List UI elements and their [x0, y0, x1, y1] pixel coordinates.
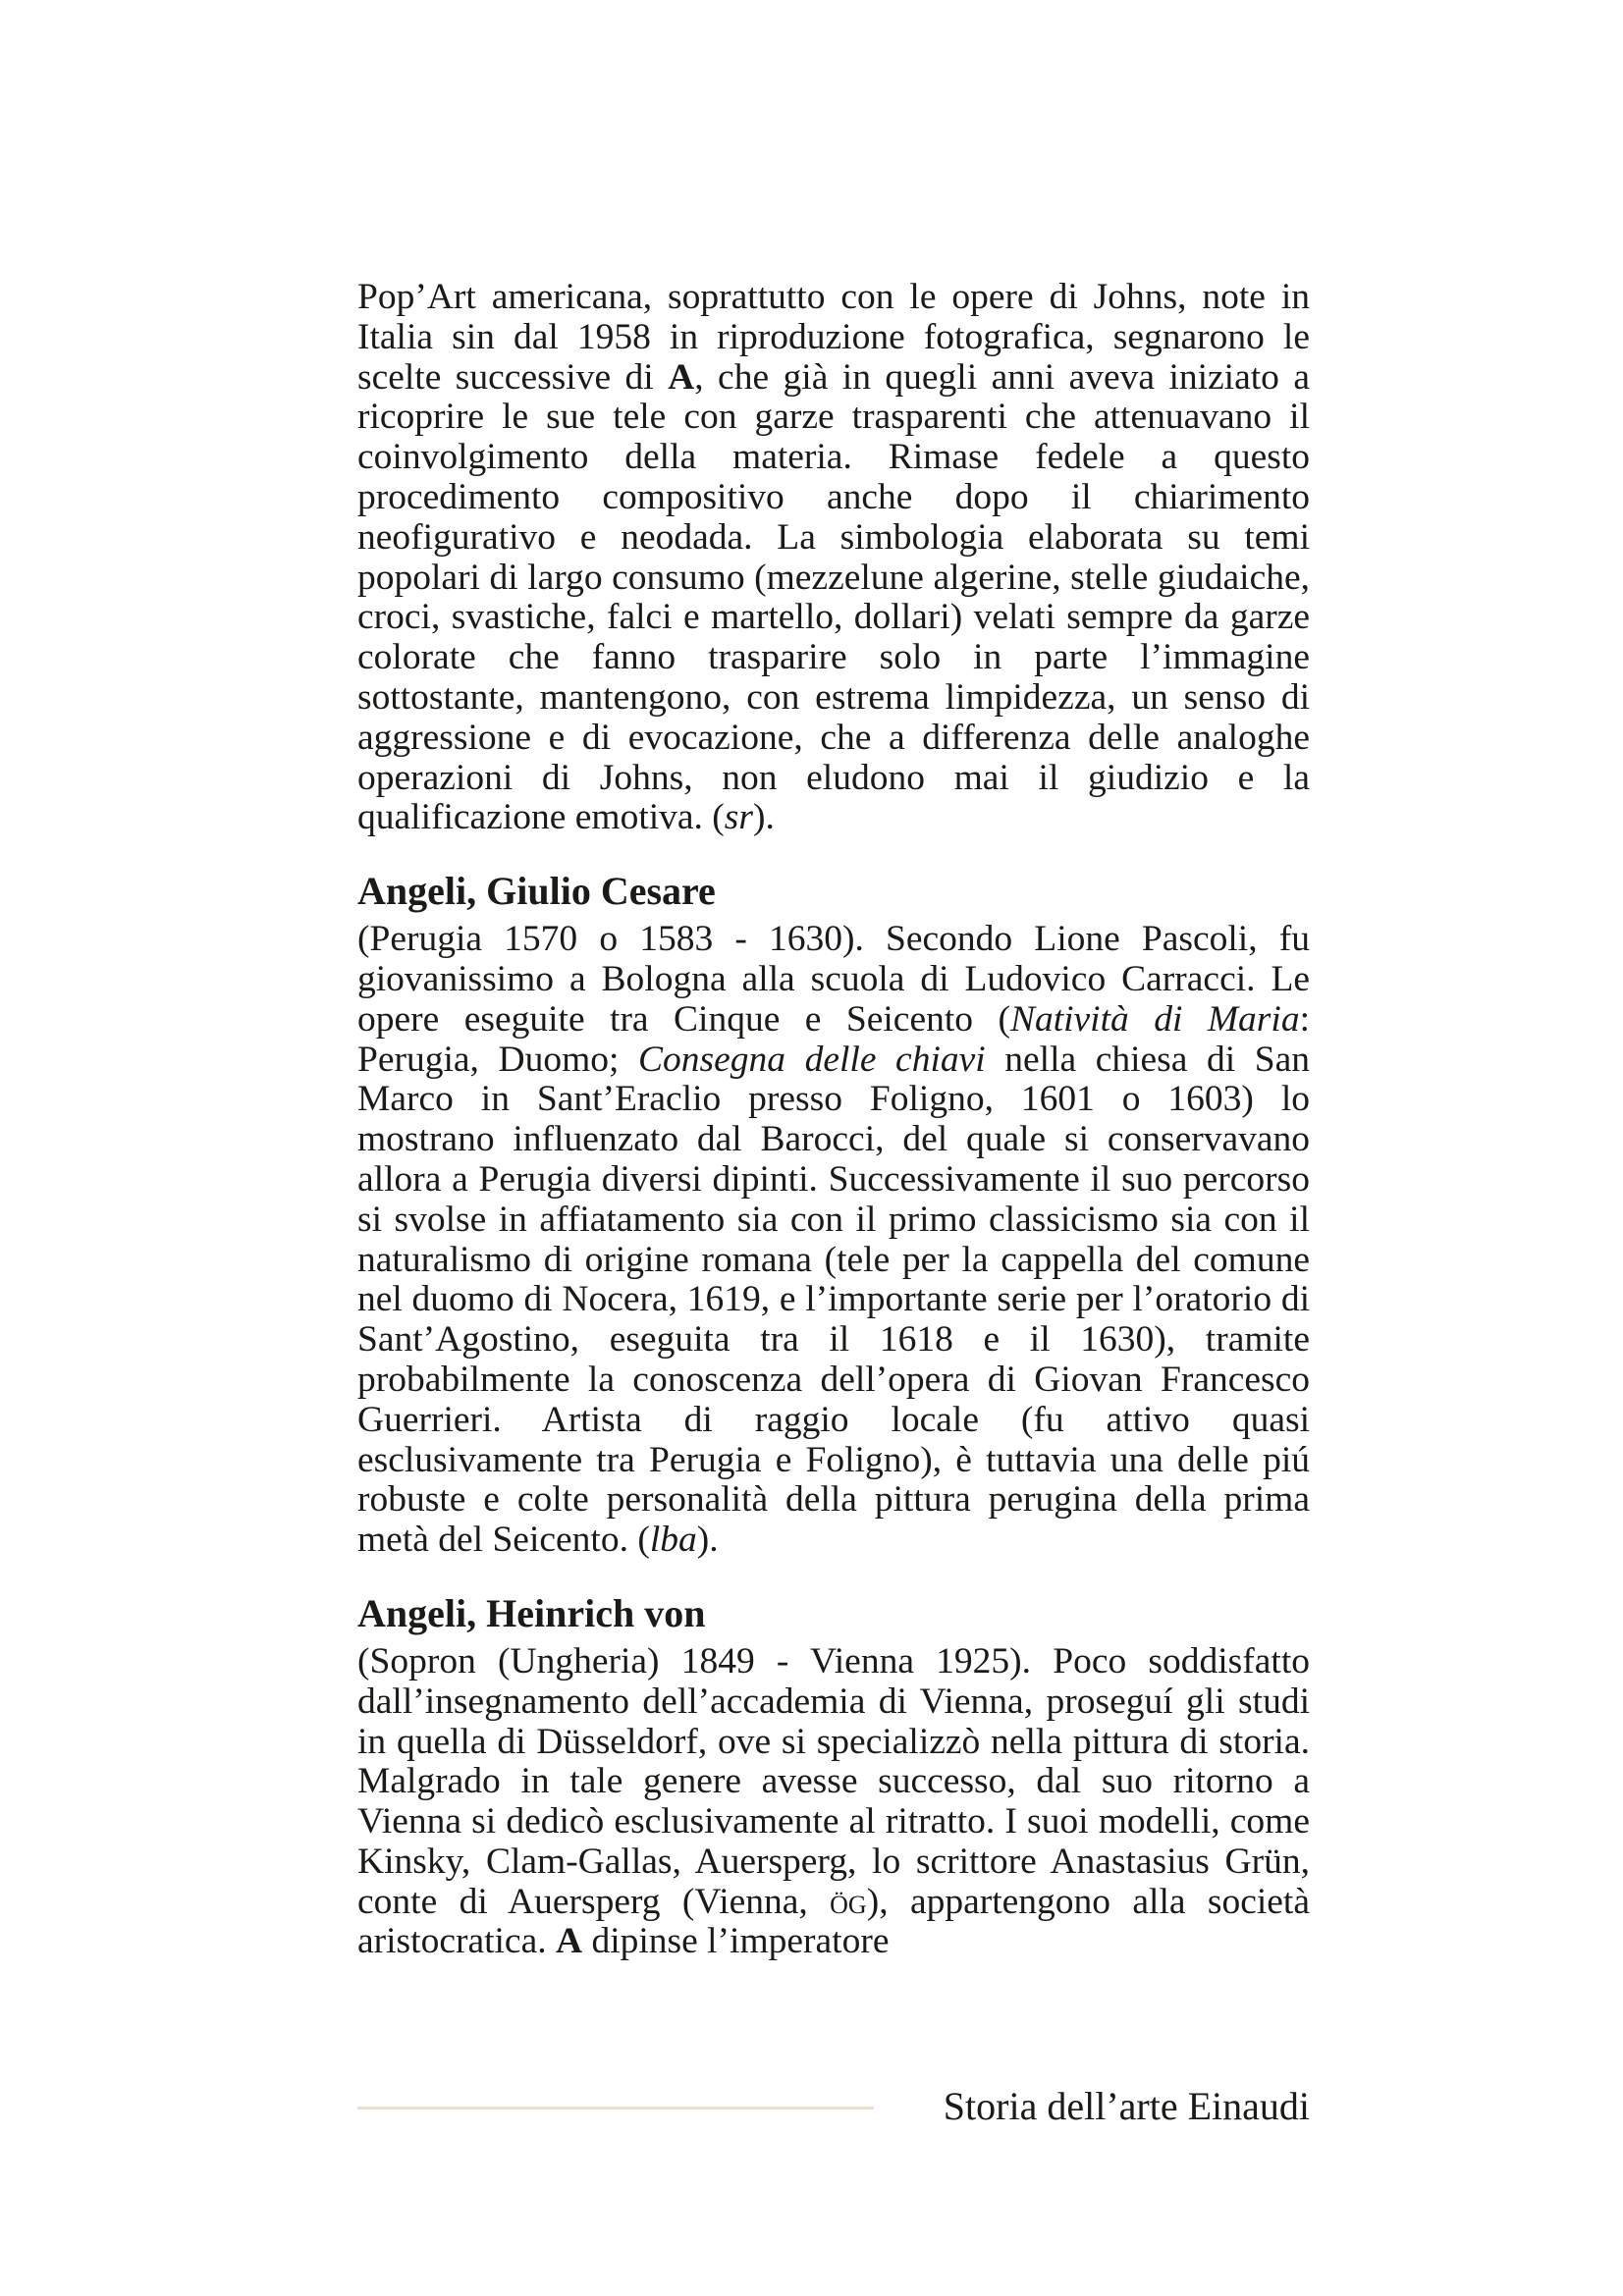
text-run: nella chiesa di San Marco in Sant’Eraclio presso Foligno, 1601 o 1603) lo mostrano influenzato dal Barocci, del quale si conservavano allora a Perugia diversi dipinti. Successivamente il suo percorso si svolse in affiatamento sia con il primo classicismo sia con il naturalismo di origine romana (tele per la cappella del comune nel duomo di Nocera, 1619, e l’importante serie per l’oratorio di Sant’Agostino, eseguita tra il 1618 e il 1630), tramite probabilmente la conoscenza dell’opera di Giovan Francesco Guerrieri. Artista di raggio locale (fu attivo quasi esclusivamente tra Perugia e Foligno), è tuttavia una delle piú robuste e colte personalità della pittura perugina della prima metà del Seicento. ( — [357, 1039, 1310, 1561]
text-run: ), appartengono alla società aristocratica. — [357, 1881, 1310, 1962]
page-footer — [357, 2082, 1310, 2131]
text-run: ). — [696, 1520, 719, 1561]
text-run: (Sopron (Ungheria) 1849 - Vienna 1925). Poco soddisfatto dall’insegnamento dell’accademia di Vienna, proseguí gli studi in quella di Düsseldorf, ove si specializzò nella pittura di storia. Malgrado in tale genere avesse successo, dal suo ritorno a Vienna si dedicò esclusivamente al ritratto. I suoi modelli, come Kinsky, Clam-Gallas, Auersperg, lo scrittore Anastasius Grün, conte di Auersperg (Vienna, — [357, 1640, 1310, 1922]
entry-body-angeli-giulio-cesare — [357, 920, 1310, 1561]
text-run: ). — [752, 797, 775, 838]
text-run: dipinse l’imperatore — [582, 1921, 890, 1962]
author-initials: lba — [649, 1520, 697, 1561]
entry-body-continuation — [357, 278, 1310, 838]
author-initials: sr — [724, 797, 753, 838]
footer-rule — [357, 2107, 874, 2109]
entry-body-angeli-heinrich-von — [357, 1642, 1310, 1962]
text-run: Pop’Art americana, soprattutto con le opere di Johns, note in Italia sin dal 1958 in riproduzione fotografica, segnarono le scelte successive di — [357, 277, 1310, 398]
entry-heading-angeli-giulio-cesare: Angeli, Giulio Cesare — [357, 869, 716, 914]
text-column — [357, 278, 1310, 1962]
text-run: : Perugia, Duomo; — [357, 998, 1310, 1080]
text-run: (Perugia 1570 o 1583 - 1630). Secondo Lione Pascoli, fu giovanissimo a Bologna alla scuola di Ludovico Carracci. Le opere eseguite tra Cinque e Seicento ( — [357, 919, 1310, 1040]
text-run-bold: A — [668, 356, 695, 398]
footer-title: Storia dell’arte Einaudi — [943, 2084, 1310, 2128]
artwork-title: Consegna delle chiavi — [638, 1039, 986, 1080]
text-run: , che già in quegli anni aveva iniziato a ricoprire le sue tele con garze trasparenti che attenuavano il coinvolgimento della materia. Rimase fedele a questo procedimento compositivo anche dopo il chiarimento neofigurativo e neodada. La simbologia elaborata su temi popolari di largo consumo (mezzelune algerine, stelle giudaiche, croci, svastiche, falci e martello, dollari) velati sempre da garze colorate che fanno trasparire solo in parte l’immagine sottostante, mantengono, con estrema limpidezza, un senso di aggressione e di evocazione, che a differenza delle analoghe operazioni di Johns, non eludono mai il giudizio e la qualificazione emotiva. ( — [357, 356, 1310, 838]
museum-abbreviation: ög — [830, 1881, 867, 1922]
text-run-bold: A — [555, 1921, 583, 1962]
entry-heading-angeli-heinrich-von: Angeli, Heinrich von — [357, 1590, 706, 1635]
artwork-title: Natività di Maria — [1009, 998, 1300, 1040]
